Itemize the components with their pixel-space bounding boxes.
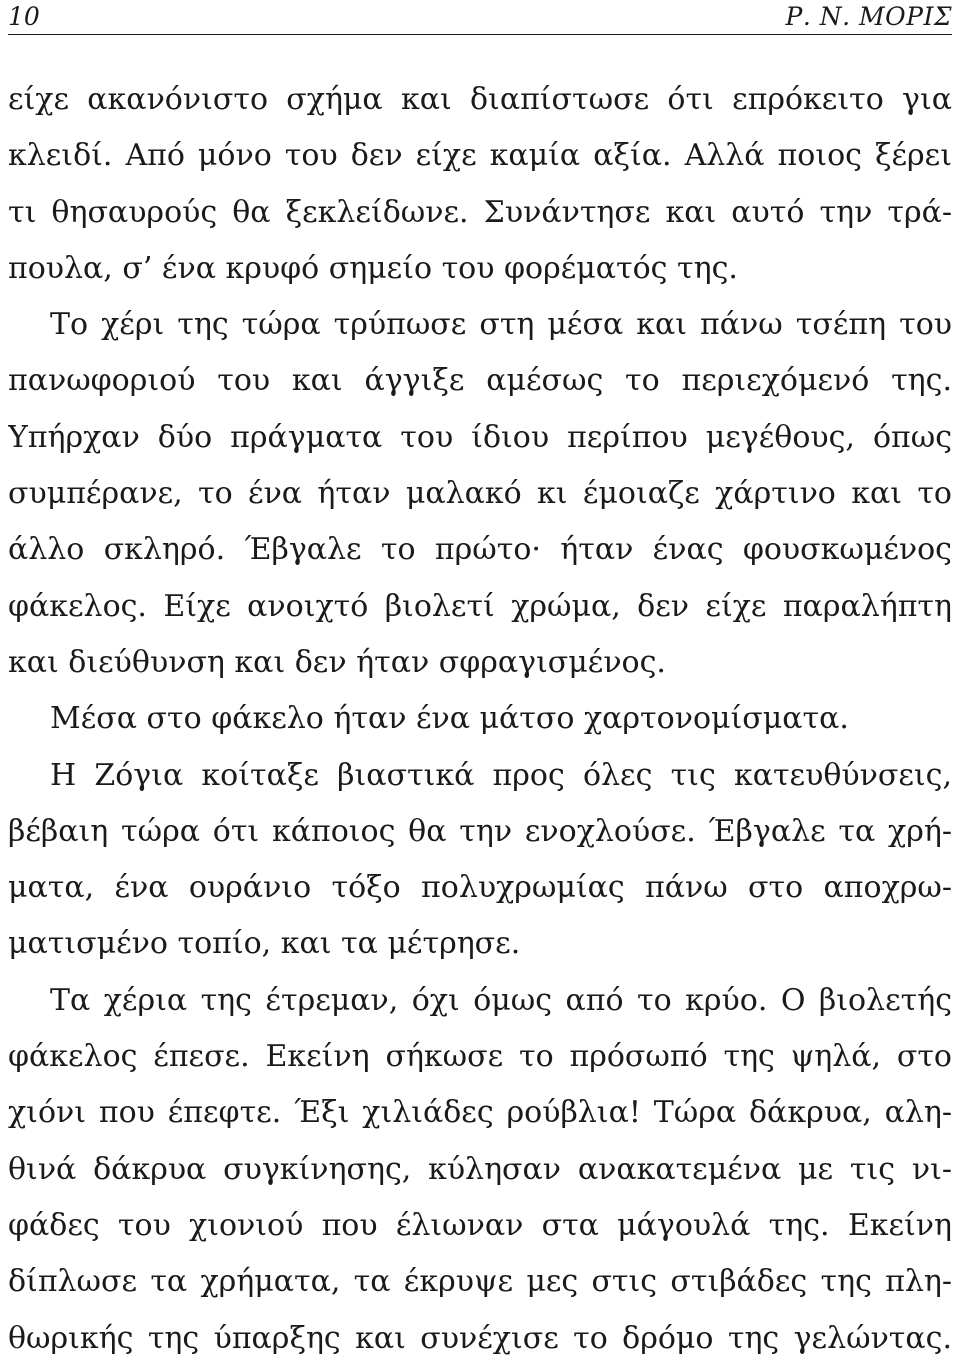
- text-line: πανωφοριού του και άγγιξε αμέσως το περιεχόμενό της.: [8, 363, 952, 399]
- text-line: Το χέρι της τώρα τρύπωσε στη μέσα και πάνω τσέπη του: [50, 307, 952, 343]
- text-line: θωρικής της ύπαρξης και συνέχισε το δρόμο της γελώντας.: [8, 1320, 952, 1356]
- text-line: τι θησαυρούς θα ξεκλείδωνε. Συνάντησε και αυτό την τρά-: [8, 194, 952, 230]
- page-number: 10: [8, 2, 40, 31]
- text-line: άλλο σκληρό. Έβγαλε το πρώτο· ήταν ένας φουσκωμένος: [8, 532, 952, 568]
- text-line: Μέσα στο φάκελο ήταν ένα μάτσο χαρτονομίσματα.: [50, 701, 849, 737]
- text-line: κλειδί. Από μόνο του δεν είχε καμία αξία. Αλλά ποιος ξέρει: [8, 138, 952, 174]
- text-line: Υπήρχαν δύο πράγματα του ίδιου περίπου μεγέθους, όπως: [8, 419, 952, 455]
- text-line: φάκελος. Είχε ανοιχτό βιολετί χρώμα, δεν είχε παραλήπτη: [8, 588, 952, 624]
- text-line: δίπλωσε τα χρήματα, τα έκρυψε μες στις στιβάδες της πλη-: [8, 1264, 952, 1300]
- text-line: και διεύθυνση και δεν ήταν σφραγισμένος.: [8, 644, 666, 680]
- text-line: συμπέρανε, το ένα ήταν μαλακό κι έμοιαζε χάρτινο και το: [8, 476, 952, 512]
- text-line: φάδες του χιονιού που έλιωναν στα μάγουλά της. Εκείνη: [8, 1207, 952, 1243]
- text-line: βέβαιη τώρα ότι κάποιος θα την ενοχλούσε. Έβγαλε τα χρή-: [8, 813, 952, 849]
- book-page: [8, 0, 952, 1356]
- text-line: φάκελος έπεσε. Εκείνη σήκωσε το πρόσωπό της ψηλά, στο: [8, 1039, 952, 1075]
- text-line: Τα χέρια της έτρεμαν, όχι όμως από το κρύο. Ο βιολετής: [50, 982, 952, 1018]
- text-line: πουλα, σ’ ένα κρυφό σημείο του φορέματός της.: [8, 250, 738, 286]
- running-head: [8, 0, 952, 35]
- text-line: θινά δάκρυα συγκίνησης, κύλησαν ανακατεμένα με τις νι-: [8, 1151, 952, 1187]
- text-line: είχε ακανόνιστο σχήμα και διαπίστωσε ότι επρόκειτο για: [8, 82, 952, 117]
- text-line: ματισμένο τοπίο, και τα μέτρησε.: [8, 926, 521, 962]
- text-line: χιόνι που έπεφτε. Έξι χιλιάδες ρούβλια! Τώρα δάκρυα, αλη-: [8, 1095, 952, 1131]
- text-line: ματα, ένα ουράνιο τόξο πολυχρωμίας πάνω στο αποχρω-: [8, 870, 952, 906]
- running-head-author: Ρ. Ν. ΜΟΡΙΣ: [785, 2, 952, 31]
- body-text: [8, 72, 952, 1367]
- text-line: Η Ζόγια κοίταξε βιαστικά προς όλες τις κατευθύνσεις,: [50, 757, 952, 793]
